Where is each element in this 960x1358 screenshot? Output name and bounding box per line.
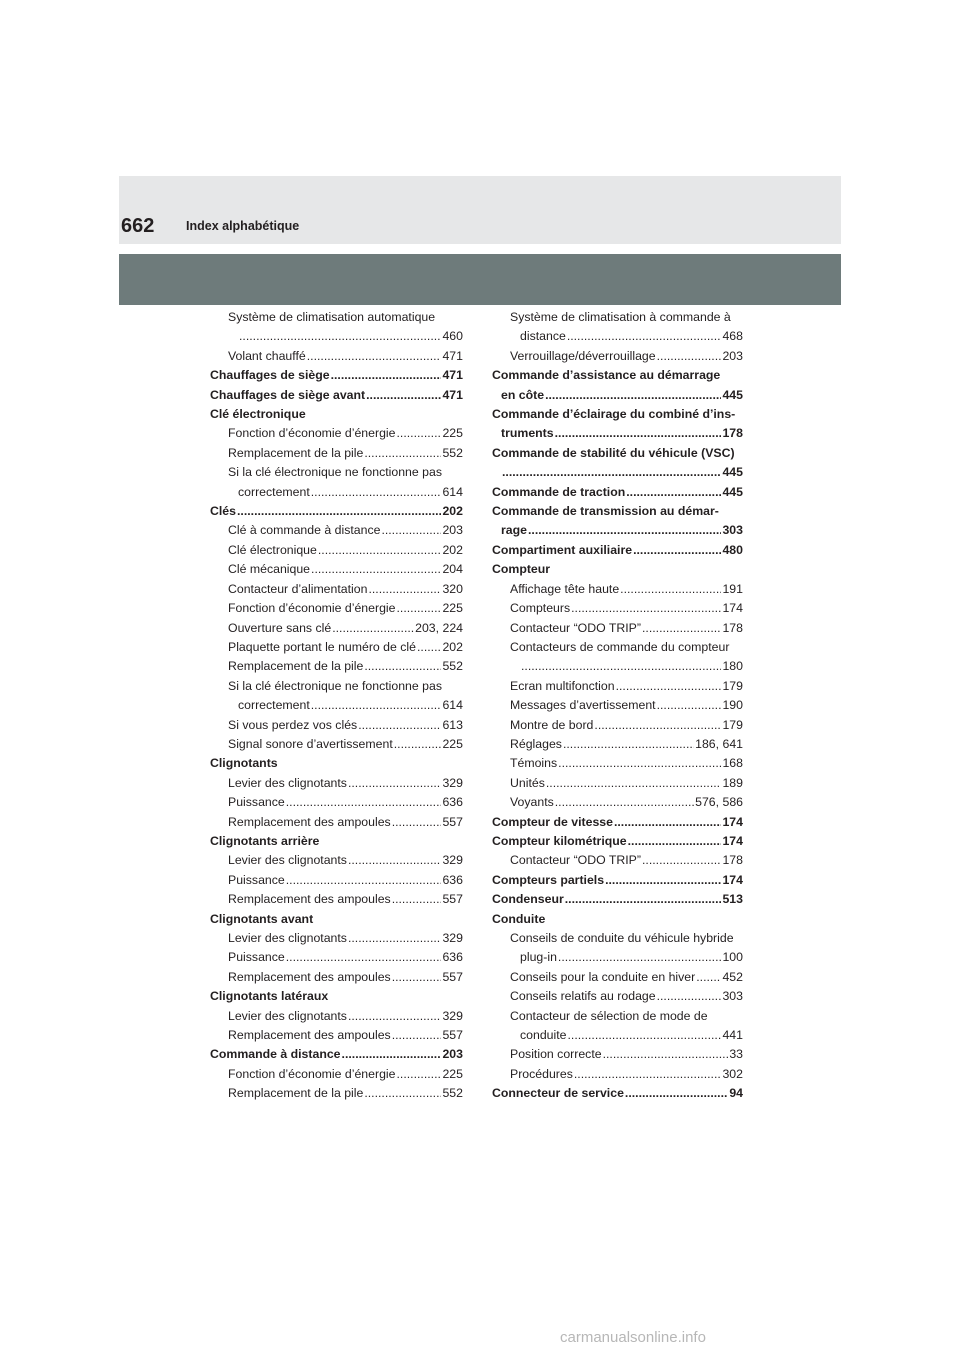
leader-dots	[657, 347, 722, 366]
entry-page-ref[interactable]: 552	[442, 1086, 463, 1101]
entry-page-ref[interactable]: 636	[442, 872, 463, 887]
entry-term: Puissance	[228, 795, 285, 810]
leader-dots	[348, 851, 442, 870]
index-entry	[210, 774, 463, 793]
entry-page-ref[interactable]: 329	[442, 853, 463, 868]
index-entry	[492, 929, 743, 948]
entry-page-ref[interactable]: 203	[442, 523, 463, 538]
entry-page-ref[interactable]: 329	[442, 931, 463, 945]
entry-term: Commande de stabilité du véhicule (VSC)	[492, 445, 735, 460]
entry-page-ref[interactable]: 557	[442, 814, 463, 829]
entry-term: Commande de traction	[492, 484, 626, 499]
entry-page-ref[interactable]: 480	[722, 542, 743, 557]
entry-page-ref[interactable]: 186, 641	[695, 736, 743, 751]
index-entry	[492, 463, 743, 482]
entry-term: Clignotants latéraux	[210, 989, 329, 1004]
entry-term: rage	[501, 523, 527, 538]
entry-page-ref[interactable]: 552	[442, 659, 463, 674]
entry-term: Remplacement des ampoules	[228, 1028, 391, 1043]
entry-term: truments	[501, 426, 554, 441]
index-entry	[210, 871, 463, 890]
index-entry	[210, 424, 463, 443]
index-entry	[210, 619, 463, 638]
index-entry	[210, 929, 463, 948]
leader-dots	[558, 948, 722, 967]
entry-page-ref[interactable]: 178	[722, 426, 743, 441]
entry-term: Clés	[210, 504, 236, 519]
leader-dots	[657, 987, 722, 1006]
entry-page-ref[interactable]: 203	[442, 1047, 463, 1062]
leader-dots	[555, 793, 694, 812]
entry-term: Remplacement de la pile	[228, 1086, 364, 1101]
index-entry	[492, 619, 743, 638]
entry-term: Contacteurs de commande du compteur	[510, 639, 730, 654]
entry-term: Si la clé électronique ne fonctionne pas	[228, 678, 442, 693]
entry-page-ref[interactable]: 203	[722, 348, 743, 363]
leader-dots	[565, 890, 722, 909]
entry-term: Puissance	[228, 950, 285, 965]
index-entry	[210, 948, 463, 967]
index-entry	[210, 599, 463, 618]
entry-term: Remplacement des ampoules	[228, 814, 391, 829]
entry-page-ref[interactable]: 445	[722, 387, 743, 402]
entry-page-ref[interactable]: 100	[722, 950, 743, 965]
index-entry	[492, 948, 743, 967]
index-entry	[210, 813, 463, 832]
entry-term: Volant chauffé	[228, 348, 306, 363]
entry-page-ref[interactable]: 557	[442, 1028, 463, 1043]
entry-term: Clignotants avant	[210, 911, 314, 926]
entry-term: Compteur	[492, 562, 551, 577]
index-entry	[210, 1026, 463, 1045]
entry-term: Compteurs	[510, 601, 571, 616]
entry-term: Réglages	[510, 736, 562, 751]
entry-page-ref[interactable]: 460	[442, 329, 463, 344]
entry-term: Clignotants	[210, 756, 278, 771]
index-entry	[210, 405, 463, 424]
entry-page-ref[interactable]: 225	[442, 1066, 463, 1081]
entry-term: Chauffages de siège avant	[210, 387, 366, 402]
leader-dots	[286, 871, 442, 890]
entry-term: plug-in	[520, 950, 557, 965]
entry-page-ref[interactable]: 225	[442, 426, 463, 441]
index-entry	[492, 366, 743, 385]
index-entry	[492, 560, 743, 579]
leader-dots	[392, 890, 442, 909]
entry-term: distance	[520, 329, 566, 344]
entry-term: Clé électronique	[228, 542, 317, 557]
index-entry	[492, 871, 743, 890]
entry-term: Ouverture sans clé	[228, 620, 332, 635]
leader-dots	[358, 716, 441, 735]
entry-page-ref[interactable]: 180	[722, 659, 743, 674]
index-entry	[492, 580, 743, 599]
leader-dots	[574, 1065, 722, 1084]
index-entry	[492, 405, 743, 424]
index-entry	[210, 657, 463, 676]
index-entry	[492, 677, 743, 696]
entry-page-ref[interactable]: 636	[442, 950, 463, 965]
index-entry	[210, 521, 463, 540]
leader-dots	[626, 483, 721, 502]
index-entry	[492, 851, 743, 870]
index-entry	[492, 521, 743, 540]
leader-dots	[394, 735, 442, 754]
leader-dots	[696, 968, 721, 987]
index-entry	[492, 483, 743, 502]
entry-term: Position correcte	[510, 1047, 602, 1062]
index-entry	[210, 851, 463, 870]
index-entry	[210, 1065, 463, 1084]
leader-dots	[546, 774, 722, 793]
entry-term: Clé électronique	[210, 407, 306, 422]
index-entry	[210, 366, 463, 385]
page-title: Index alphabétique	[186, 219, 300, 233]
entry-term: Clé mécanique	[228, 562, 311, 577]
entry-term: Fonction d’économie d’énergie	[228, 1066, 396, 1081]
entry-term: Ecran multifonction	[510, 678, 615, 693]
entry-term: Conseils pour la conduite en hiver	[510, 969, 696, 984]
index-entry	[492, 657, 743, 676]
entry-term: Compteurs partiels	[492, 872, 605, 887]
index-entry	[492, 832, 743, 851]
leader-dots	[364, 657, 441, 676]
leader-dots	[342, 1045, 442, 1064]
entry-page-ref[interactable]: 329	[442, 775, 463, 790]
leader-dots	[396, 424, 441, 443]
entry-term: Verrouillage/déverrouillage	[510, 348, 656, 363]
section-band	[119, 254, 841, 305]
index-entry	[492, 386, 743, 405]
leader-dots	[311, 696, 442, 715]
entry-page-ref[interactable]: 174	[722, 833, 743, 848]
index-entry	[210, 444, 463, 463]
index-entry	[210, 987, 463, 1006]
entry-term: Si la clé électronique ne fonctionne pas	[228, 465, 442, 480]
entry-term: Procédures	[510, 1066, 573, 1081]
entry-page-ref[interactable]: 168	[722, 756, 743, 771]
entry-page-ref[interactable]: 179	[722, 678, 743, 693]
leader-dots	[555, 424, 722, 443]
leader-dots	[603, 1045, 729, 1064]
entry-term: correctement	[238, 698, 310, 713]
entry-term: Levier des clignotants	[228, 853, 347, 868]
index-entry	[210, 735, 463, 754]
leader-dots	[567, 327, 722, 346]
entry-page-ref[interactable]: 189	[722, 775, 743, 790]
index-entry	[492, 502, 743, 521]
leader-dots	[528, 521, 721, 540]
entry-term: correctement	[238, 484, 310, 499]
leader-dots	[348, 774, 442, 793]
entry-term: Compteur kilométrique	[492, 833, 627, 848]
entry-term: Commande d’éclairage du combiné d’ins-	[492, 407, 736, 422]
leader-dots	[628, 832, 722, 851]
entry-term: Contacteur d’alimentation	[228, 581, 368, 596]
leader-dots	[237, 502, 441, 521]
leader-dots	[348, 1007, 442, 1026]
entry-term: Levier des clignotants	[228, 1008, 347, 1023]
leader-dots	[392, 813, 442, 832]
entry-page-ref[interactable]: 202	[442, 542, 463, 557]
leader-dots	[417, 638, 441, 657]
entry-term: Remplacement des ampoules	[228, 969, 391, 984]
entry-page-ref[interactable]: 178	[722, 853, 743, 868]
index-entry	[210, 677, 463, 696]
index-entry	[210, 793, 463, 812]
index-entry	[492, 327, 743, 346]
index-column-right	[492, 308, 743, 1104]
entry-page-ref[interactable]: 468	[722, 329, 743, 344]
entry-term: Système de climatisation automatique	[228, 310, 436, 324]
index-entry	[492, 754, 743, 773]
entry-page-ref[interactable]: 445	[722, 465, 743, 480]
entry-term: Compteur de vitesse	[492, 814, 613, 829]
leader-dots	[318, 541, 442, 560]
leader-dots	[633, 541, 721, 560]
entry-page-ref[interactable]: 557	[442, 969, 463, 984]
entry-term: Conseils relatifs au rodage	[510, 989, 656, 1004]
entry-page-ref[interactable]: 174	[722, 814, 743, 829]
entry-page-ref[interactable]: 178	[722, 620, 743, 635]
index-entry	[492, 347, 743, 366]
leader-dots	[392, 968, 442, 987]
index-entry	[210, 968, 463, 987]
entry-page-ref[interactable]: 202	[442, 639, 463, 654]
entry-term: Clignotants arrière	[210, 833, 320, 848]
index-entry	[210, 386, 463, 405]
leader-dots	[368, 580, 441, 599]
index-entry	[492, 774, 743, 793]
entry-page-ref[interactable]: 202	[442, 504, 463, 519]
entry-page-ref[interactable]: 613	[442, 717, 463, 732]
index-entry	[210, 483, 463, 502]
entry-term: Levier des clignotants	[228, 931, 347, 945]
index-entry	[492, 308, 743, 327]
entry-page-ref[interactable]: 320	[442, 581, 463, 596]
entry-page-ref[interactable]: 191	[722, 581, 743, 596]
leader-dots	[348, 929, 442, 948]
entry-term: Signal sonore d’avertissement	[228, 736, 393, 751]
leader-dots	[364, 444, 441, 463]
entry-term: Commande à distance	[210, 1047, 341, 1062]
entry-term: Voyants	[510, 795, 554, 810]
index-entry	[492, 716, 743, 735]
index-entry	[492, 968, 743, 987]
leader-dots	[396, 1065, 441, 1084]
entry-term: Conseils de conduite du véhicule hybride	[510, 931, 734, 945]
entry-term: Fonction d’économie d’énergie	[228, 601, 396, 616]
leader-dots	[311, 560, 441, 579]
leader-dots	[381, 521, 441, 540]
entry-page-ref[interactable]: 225	[442, 601, 463, 616]
leader-dots	[364, 1084, 441, 1103]
entry-term: Témoins	[510, 756, 558, 771]
leader-dots	[620, 580, 721, 599]
entry-term: Compartiment auxiliaire	[492, 542, 633, 557]
index-entry	[492, 696, 743, 715]
entry-term: Plaquette portant le numéro de clé	[228, 639, 416, 654]
entry-page-ref[interactable]: 303	[722, 989, 743, 1004]
entry-term: Condenseur	[492, 892, 564, 907]
index-entry	[210, 1084, 463, 1103]
entry-page-ref[interactable]: 33	[729, 1047, 743, 1062]
entry-term: Puissance	[228, 872, 285, 887]
index-entry	[492, 1065, 743, 1084]
leader-dots	[396, 599, 441, 618]
leader-dots	[286, 948, 442, 967]
entry-term: Commande d’assistance au démarrage	[492, 368, 721, 383]
entry-term: Système de climatisation à commande à	[510, 310, 731, 324]
leader-dots	[605, 871, 721, 890]
leader-dots	[502, 463, 721, 482]
index-entry	[492, 910, 743, 929]
entry-page-ref[interactable]: 174	[722, 872, 743, 887]
index-entry	[492, 735, 743, 754]
entry-term: Si vous perdez vos clés	[228, 717, 358, 732]
index-entry	[492, 1007, 743, 1026]
index-entry	[210, 541, 463, 560]
entry-term: Fonction d’économie d’énergie	[228, 426, 396, 441]
index-entry	[210, 696, 463, 715]
entry-page-ref[interactable]: 303	[722, 523, 743, 538]
index-entry	[210, 327, 463, 346]
leader-dots	[545, 386, 721, 405]
index-entry	[210, 716, 463, 735]
index-entry	[210, 580, 463, 599]
leader-dots	[558, 754, 721, 773]
index-entry	[210, 1045, 463, 1064]
entry-term: Affichage tête haute	[510, 581, 620, 596]
entry-page-ref[interactable]: 452	[722, 969, 743, 984]
entry-term: Contacteur “ODO TRIP”	[510, 620, 641, 635]
page-number: 662	[121, 215, 155, 237]
index-entry	[492, 1026, 743, 1045]
entry-term: Contacteur “ODO TRIP”	[510, 853, 641, 868]
entry-term: conduite	[520, 1028, 567, 1043]
leader-dots	[616, 677, 722, 696]
index-entry	[210, 638, 463, 657]
entry-term: Clé à commande à distance	[228, 523, 381, 538]
leader-dots	[642, 851, 721, 870]
entry-term: Conduite	[492, 911, 546, 926]
index-entry	[492, 890, 743, 909]
entry-page-ref[interactable]: 471	[442, 368, 463, 383]
leader-dots	[307, 347, 442, 366]
index-entry	[492, 638, 743, 657]
entry-page-ref[interactable]: 441	[722, 1028, 743, 1043]
entry-page-ref[interactable]: 190	[722, 698, 743, 713]
entry-page-ref[interactable]: 636	[442, 795, 463, 810]
entry-term: Remplacement de la pile	[228, 445, 364, 460]
leader-dots	[392, 1026, 442, 1045]
leader-dots	[331, 366, 442, 385]
entry-page-ref[interactable]: 471	[442, 387, 463, 402]
entry-page-ref[interactable]: 329	[442, 1008, 463, 1023]
entry-page-ref[interactable]: 557	[442, 892, 463, 907]
entry-term: Connecteur de service	[492, 1086, 624, 1101]
leader-dots	[366, 386, 441, 405]
index-entry	[210, 754, 463, 773]
index-entry	[210, 308, 463, 327]
entry-term: Remplacement des ampoules	[228, 892, 391, 907]
entry-page-ref[interactable]: 204	[442, 562, 463, 577]
index-entry	[210, 347, 463, 366]
entry-page-ref[interactable]: 614	[442, 698, 463, 713]
entry-page-ref[interactable]: 445	[722, 484, 743, 499]
entry-term: Chauffages de siège	[210, 368, 330, 383]
leader-dots	[571, 599, 721, 618]
leader-dots	[625, 1084, 728, 1103]
entry-term: Remplacement de la pile	[228, 659, 364, 674]
index-entry	[210, 560, 463, 579]
leader-dots	[568, 1026, 722, 1045]
entry-page-ref[interactable]: 576, 586	[695, 795, 743, 810]
entry-term: Levier des clignotants	[228, 775, 347, 790]
leader-dots	[332, 619, 414, 638]
entry-page-ref[interactable]: 614	[442, 484, 463, 499]
index-entry	[492, 424, 743, 443]
leader-dots	[521, 657, 721, 676]
index-entry	[210, 502, 463, 521]
watermark: carmanualsonline.info	[560, 1329, 706, 1346]
entry-page-ref[interactable]: 94	[729, 1086, 743, 1101]
index-entry	[492, 541, 743, 560]
entry-term: Contacteur de sélection de mode de	[510, 1008, 708, 1023]
index-entry	[210, 1007, 463, 1026]
entry-page-ref[interactable]: 513	[722, 892, 743, 907]
index-entry	[210, 910, 463, 929]
entry-page-ref[interactable]: 203, 224	[415, 620, 463, 635]
leader-dots	[614, 813, 722, 832]
index-entry	[492, 444, 743, 463]
index-entry	[492, 813, 743, 832]
entry-term: Unités	[510, 775, 545, 790]
leader-dots	[642, 619, 721, 638]
entry-page-ref[interactable]: 174	[722, 601, 743, 616]
index-entry	[492, 599, 743, 618]
index-entry	[210, 890, 463, 909]
index-entry	[210, 832, 463, 851]
index-entry	[210, 463, 463, 482]
entry-page-ref[interactable]: 471	[442, 348, 463, 363]
leader-dots	[563, 735, 694, 754]
entry-page-ref[interactable]: 225	[442, 736, 463, 751]
leader-dots	[311, 483, 442, 502]
entry-term: en côte	[501, 387, 545, 402]
index-entry	[492, 1045, 743, 1064]
entry-term: Commande de transmission au démar-	[492, 504, 719, 519]
leader-dots	[239, 327, 441, 346]
index-entry	[492, 987, 743, 1006]
index-entry	[492, 793, 743, 812]
entry-page-ref[interactable]: 179	[722, 717, 743, 732]
leader-dots	[594, 716, 721, 735]
leader-dots	[657, 696, 722, 715]
entry-page-ref[interactable]: 552	[442, 445, 463, 460]
index-entry	[492, 1084, 743, 1103]
leader-dots	[286, 793, 442, 812]
entry-term: Messages d’avertissement	[510, 698, 656, 713]
index-column-left	[210, 308, 463, 1104]
entry-page-ref[interactable]: 302	[722, 1066, 743, 1081]
entry-term: Montre de bord	[510, 717, 594, 732]
